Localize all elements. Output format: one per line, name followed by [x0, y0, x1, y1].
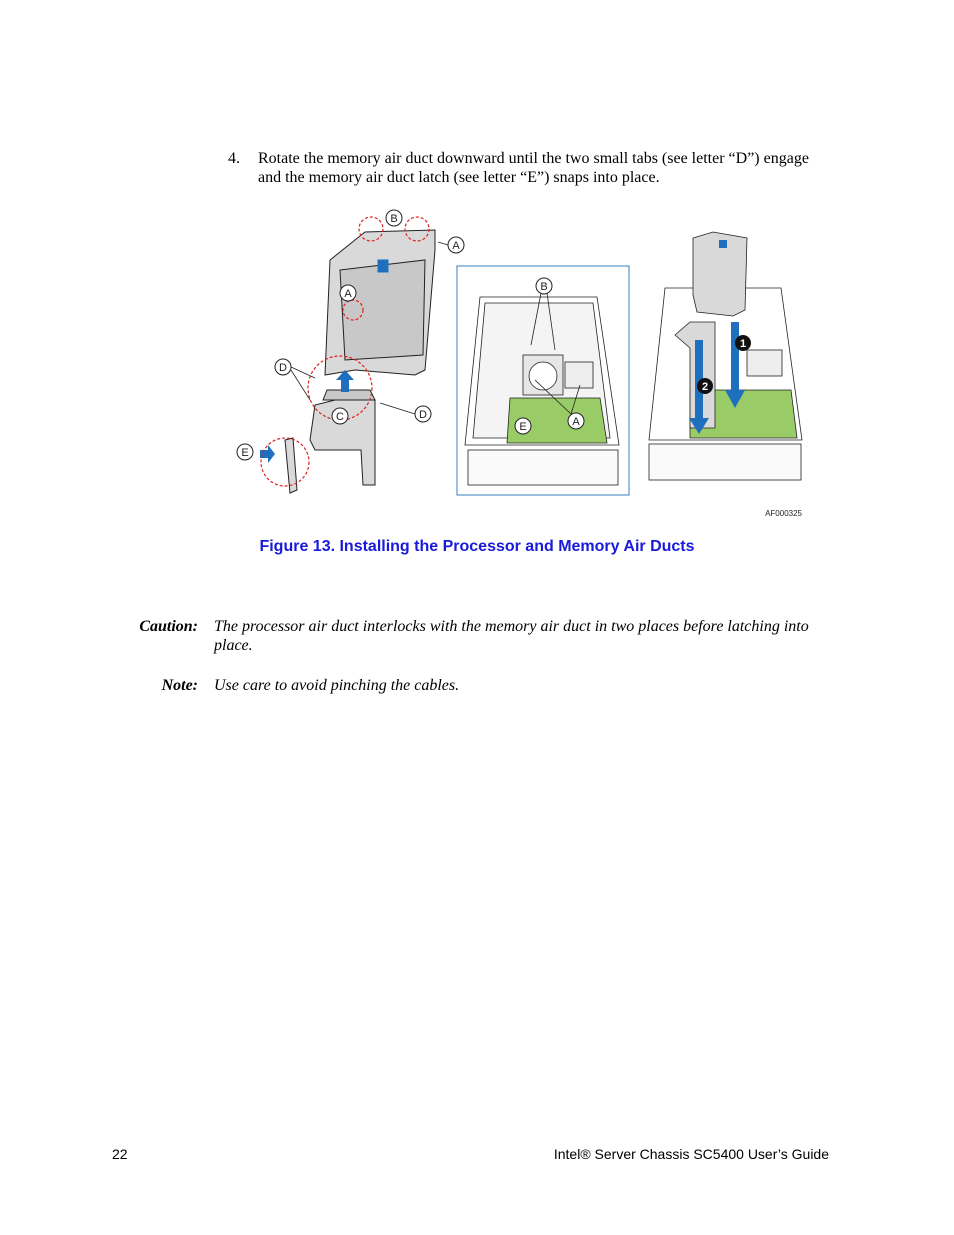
page-number: 22 [112, 1146, 128, 1162]
figure-illustration [235, 200, 815, 525]
step-number: 4. [228, 150, 240, 167]
note-label: Note: [161, 677, 198, 694]
chassis-view-middle [465, 297, 619, 485]
caution-text: The processor air duct interlocks with the memory air duct in two places before latching into place. [214, 618, 809, 654]
callout-d-1: D [279, 362, 287, 374]
callout-a-3: A [572, 416, 580, 428]
callout-e-1: E [241, 447, 249, 459]
note-text: Use care to avoid pinching the cables. [214, 677, 460, 694]
figure-caption: Figure 13. Installing the Processor and Memory Air Ducts [259, 538, 695, 555]
callout-d-2: D [419, 409, 427, 421]
callout-a-1: A [452, 240, 460, 252]
step-marker-2: 2 [701, 381, 709, 393]
callout-a-2: A [344, 288, 352, 300]
callout-c-1: C [336, 411, 344, 423]
step-text: Rotate the memory air duct downward until the two small tabs (see letter “D”) engage and the memory air duct latch (see letter “E”) snaps into place. [258, 150, 809, 186]
callout-b-1: B [390, 213, 398, 225]
step-marker-1: 1 [739, 338, 747, 350]
chassis-view-right [649, 232, 802, 480]
caution-label: Caution: [139, 618, 198, 635]
callout-e-2: E [519, 421, 527, 433]
up-arrow-icon [336, 370, 354, 392]
right-arrow-icon [260, 445, 275, 463]
art-id: AF000325 [765, 509, 802, 518]
callout-b-2: B [540, 281, 548, 293]
footer-title: Intel® Server Chassis SC5400 User’s Guide [553, 1146, 829, 1162]
